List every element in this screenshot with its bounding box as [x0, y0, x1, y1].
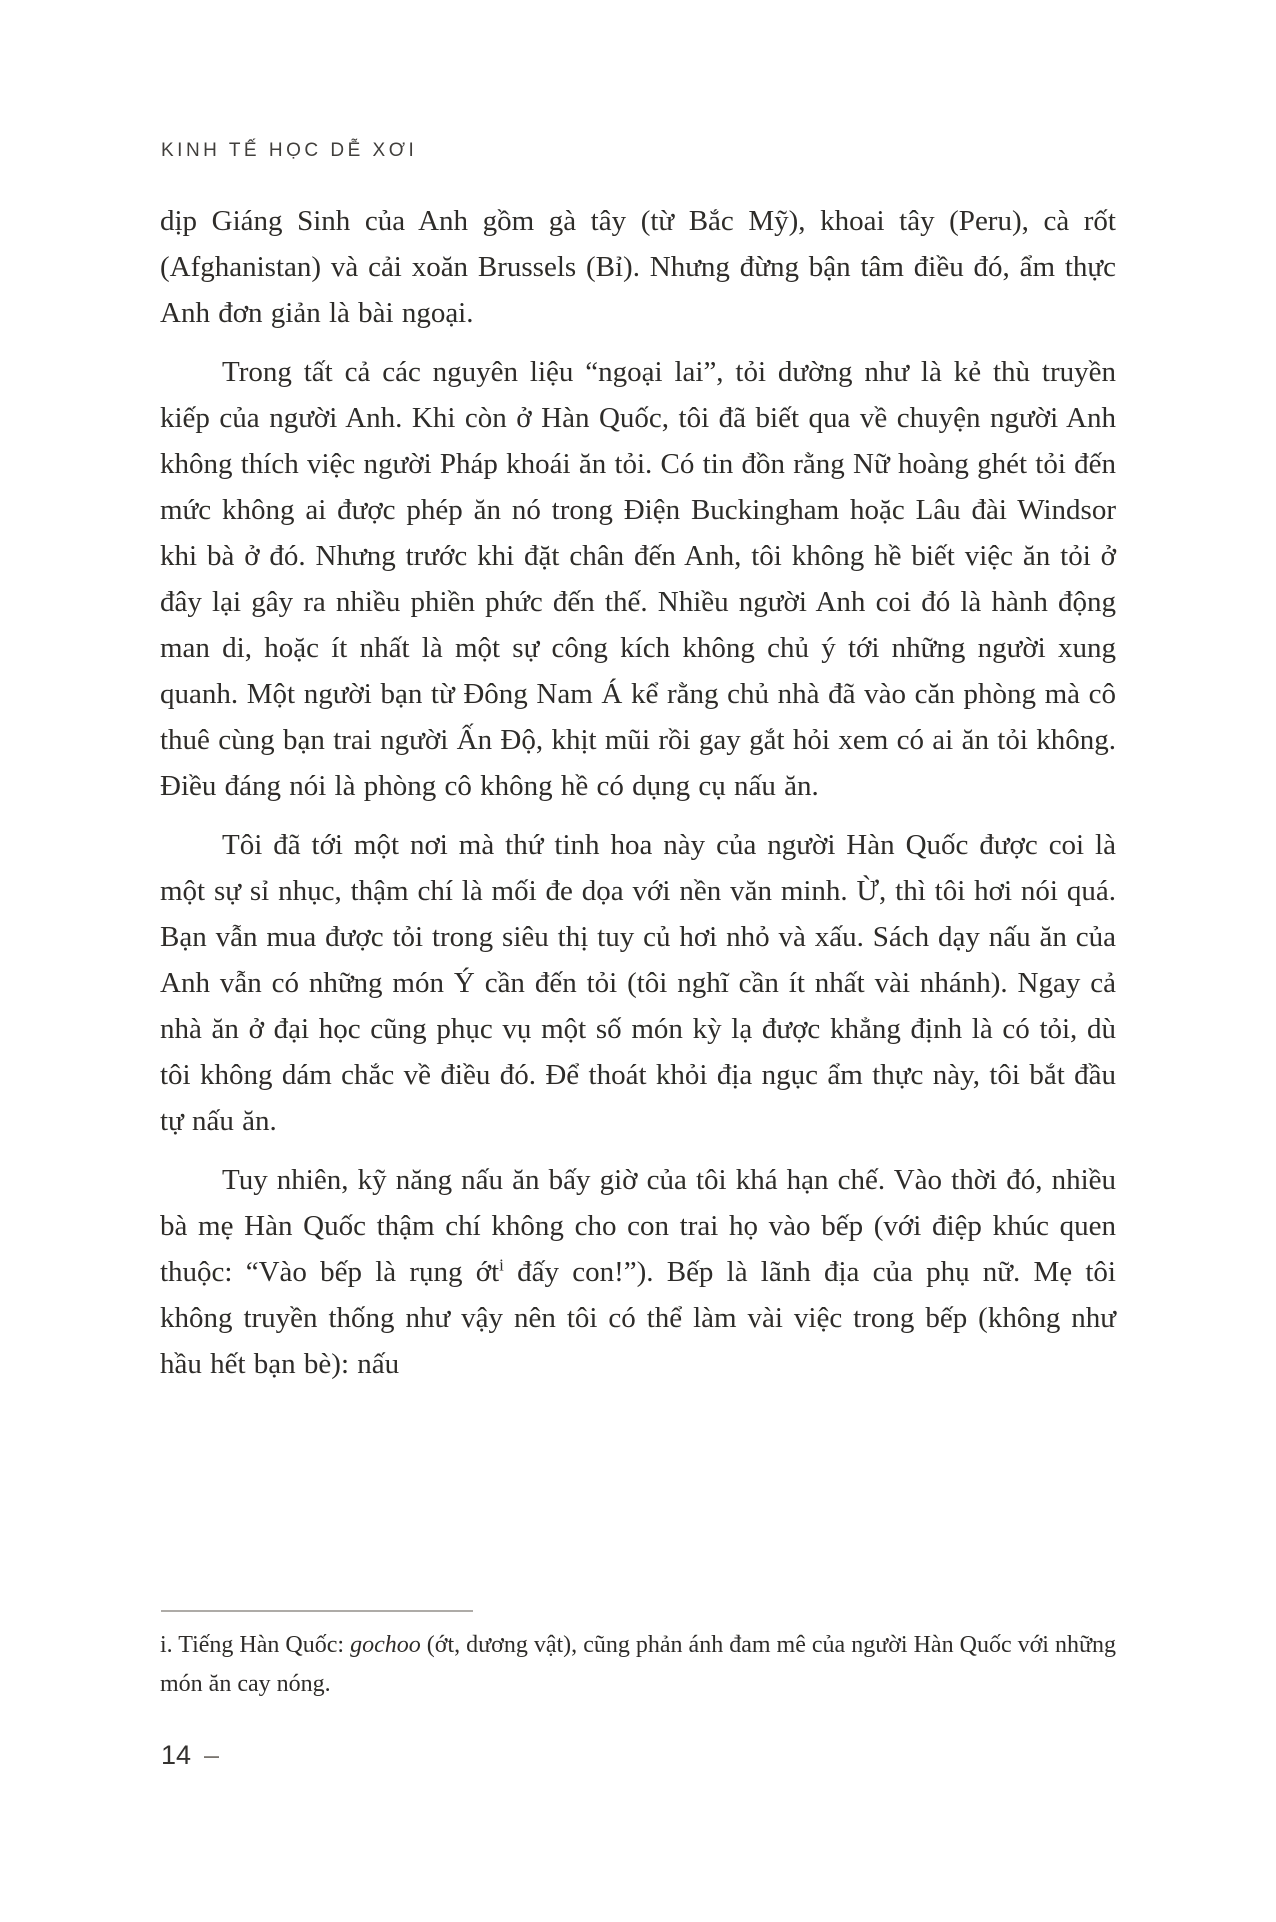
paragraph-text: Tuy nhiên, kỹ năng nấu ăn bấy giờ của tôi khá hạn chế. Vào thời đó, nhiều bà mẹ Hàn Quốc thậm chí không cho con trai họ vào bếp (với điệp khúc quen thuộc: “Vào bếp là rụng ớt — [160, 1164, 1116, 1288]
footnote-text-rest: (ớt, dương vật), cũng phản ánh đam mê của người Hàn Quốc với những món ăn cay nóng. — [160, 1632, 1116, 1697]
body-text — [160, 198, 1116, 1400]
paragraph-text: đấy con!”). Bếp là lãnh địa của phụ nữ. Mẹ tôi không truyền thống như vậy nên tôi có thể làm vài việc trong bếp (không như hầu hết bạn bè): nấu — [160, 1256, 1116, 1380]
footnote-reference-marker: i — [499, 1255, 504, 1275]
paragraph-continuation: dịp Giáng Sinh của Anh gồm gà tây (từ Bắc Mỹ), khoai tây (Peru), cà rốt (Afghanistan) và cải xoăn Brussels (Bỉ). Nhưng đừng bận tâm điều đó, ẩm thực Anh đơn giản là bài ngoại. — [160, 205, 1116, 329]
footnote-text-lead: i. Tiếng Hàn Quốc: — [160, 1632, 351, 1658]
page-number — [161, 1740, 219, 1771]
footnote — [160, 1626, 1116, 1704]
page-number-dash: – — [204, 1740, 220, 1770]
paragraph: Trong tất cả các nguyên liệu “ngoại lai”, tỏi dường như là kẻ thù truyền kiếp của người Anh. Khi còn ở Hàn Quốc, tôi đã biết qua về chuyện người Anh không thích việc người Pháp khoái ăn tỏi. Có tin đồn rằng Nữ hoàng ghét tỏi đến mức không ai được phép ăn nó trong Điện Buckingham hoặc Lâu đài Windsor khi bà ở đó. Nhưng trước khi đặt chân đến Anh, tôi không hề biết việc ăn tỏi ở đây lại gây ra nhiều phiền phức đến thế. Nhiều người Anh coi đó là hành động man di, hoặc ít nhất là một sự công kích không chủ ý tới những người xung quanh. Một người bạn từ Đông Nam Á kể rằng chủ nhà đã vào căn phòng mà cô thuê cùng bạn trai người Ấn Độ, khịt mũi rồi gay gắt hỏi xem có ai ăn tỏi không. Điều đáng nói là phòng cô không hề có dụng cụ nấu ăn. — [160, 356, 1116, 802]
paragraph: Tôi đã tới một nơi mà thứ tinh hoa này của người Hàn Quốc được coi là một sự sỉ nhục, thậm chí là mối đe dọa với nền văn minh. Ừ, thì tôi hơi nói quá. Bạn vẫn mua được tỏi trong siêu thị tuy củ hơi nhỏ và xấu. Sách dạy nấu ăn của Anh vẫn có những món Ý cần đến tỏi (tôi nghĩ cần ít nhất vài nhánh). Ngay cả nhà ăn ở đại học cũng phục vụ một số món kỳ lạ được khẳng định là có tỏi, dù tôi không dám chắc về điều đó. Để thoát khỏi địa ngục ẩm thực này, tôi bắt đầu tự nấu ăn. — [160, 829, 1116, 1137]
footnote-term-italic: gochoo — [350, 1632, 421, 1658]
running-header: KINH TẾ HỌC DỄ XƠI — [161, 140, 418, 161]
paragraph — [160, 1157, 1116, 1387]
page-number-value: 14 — [161, 1740, 192, 1770]
footnote-separator-rule — [161, 1610, 473, 1612]
